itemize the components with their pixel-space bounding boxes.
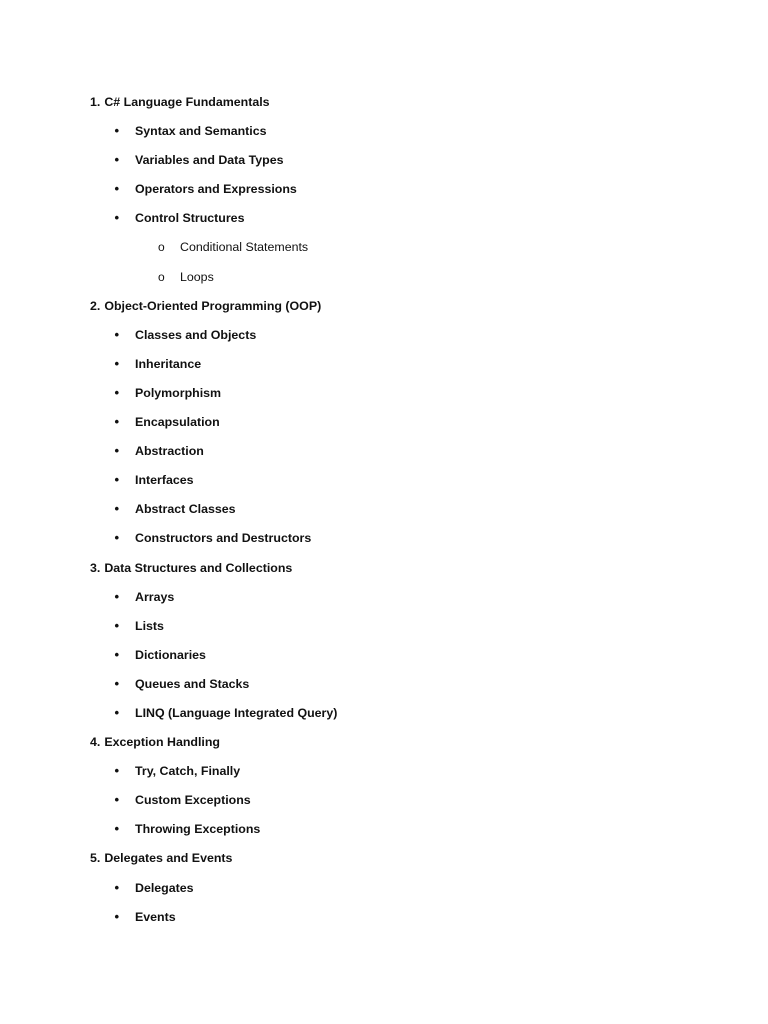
bullet-icon: • [114,414,119,430]
bullet-icon: • [114,210,119,226]
bullet-icon: • [114,326,119,342]
sub-list-item-label: Loops [180,269,214,284]
list-item-label: Arrays [135,589,175,604]
document-outline [0,92,768,936]
bullet-icon: • [114,792,119,808]
list-item-label: Polymorphism [135,385,222,400]
list-item-label: Constructors and Destructors [135,531,312,546]
list-item [0,645,768,674]
list-item-label: Abstract Classes [135,502,236,517]
section-title: Object-Oriented Programming (OOP) [104,298,322,313]
list-item-label: Delegates [135,880,194,895]
list-item-label: Operators and Expressions [135,182,297,197]
list-item [0,528,768,557]
bullet-icon: • [114,821,119,837]
bullet-icon: • [114,355,119,371]
list-item [0,150,768,179]
list-item [0,441,768,470]
section-heading [0,296,768,325]
bullet-icon: • [114,675,119,691]
hollow-bullet-icon: o [158,269,165,284]
list-item [0,121,768,150]
bullet-icon: • [114,152,119,168]
list-item [0,383,768,412]
list-item [0,761,768,790]
list-item [0,412,768,441]
list-item-label: Syntax and Semantics [135,124,267,139]
list-item-label: Try, Catch, Finally [135,764,241,779]
bullet-icon: • [114,646,119,662]
bullet-icon: • [114,443,119,459]
section-number: 3. [90,560,101,575]
section-title: Data Structures and Collections [104,560,293,575]
list-item-label: Variables and Data Types [135,153,284,168]
bullet-icon: • [114,384,119,400]
list-item-label: Interfaces [135,473,194,488]
section-number: 5. [90,851,101,866]
list-item [0,325,768,354]
list-item [0,208,768,237]
list-item [0,587,768,616]
list-item [0,674,768,703]
section-heading [0,732,768,761]
section-heading [0,92,768,121]
bullet-icon: • [114,763,119,779]
section-title: Delegates and Events [104,851,233,866]
section-number: 1. [90,95,101,109]
section-heading [0,558,768,587]
list-item [0,499,768,528]
list-item [0,907,768,936]
list-item-label: Dictionaries [135,647,206,662]
list-item [0,819,768,848]
list-item-label: Queues and Stacks [135,676,250,691]
bullet-icon: • [114,704,119,720]
section-title: C# Language Fundamentals [104,95,270,109]
section-title: Exception Handling [104,735,220,750]
list-item-label: Events [135,909,176,924]
list-item [0,354,768,383]
bullet-icon: • [114,530,119,546]
sub-list-item [0,237,768,266]
bullet-icon: • [114,123,119,139]
list-item-label: Encapsulation [135,415,220,430]
list-item-label: Throwing Exceptions [135,822,261,837]
bullet-icon: • [114,879,119,895]
list-item [0,790,768,819]
list-item [0,703,768,732]
sub-list-item-label: Conditional Statements [180,240,309,255]
list-item [0,878,768,907]
section-number: 4. [90,735,101,750]
section-heading [0,848,768,877]
bullet-icon: • [114,472,119,488]
section-number: 2. [90,298,101,313]
bullet-icon: • [114,181,119,197]
list-item-label: LINQ (Language Integrated Query) [135,705,338,720]
list-item-label: Abstraction [135,444,204,459]
list-item-label: Inheritance [135,356,202,371]
list-item-label: Lists [135,618,164,633]
list-item-label: Custom Exceptions [135,793,251,808]
list-item-label: Classes and Objects [135,327,257,342]
bullet-icon: • [114,617,119,633]
list-item [0,616,768,645]
bullet-icon: • [114,908,119,924]
list-item [0,470,768,499]
hollow-bullet-icon: o [158,240,165,255]
bullet-icon: • [114,588,119,604]
sub-list-item [0,267,768,296]
list-item-label: Control Structures [135,211,245,226]
bullet-icon: • [114,501,119,517]
list-item [0,179,768,208]
